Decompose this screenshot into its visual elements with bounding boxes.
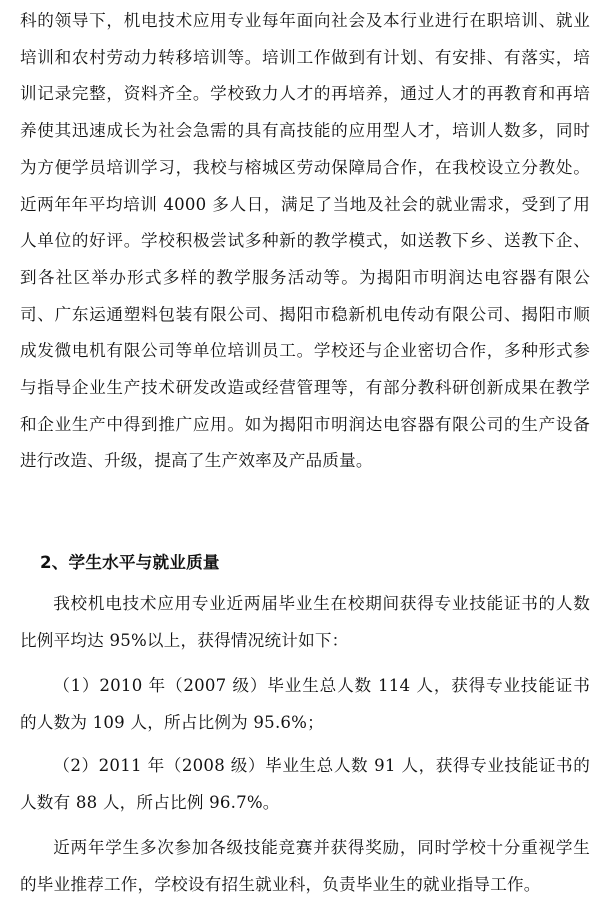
paragraph-competitions-employment: 近两年学生多次参加各级技能竞赛并获得奖励，同时学校十分重视学生的毕业推荐工作，学校设有招生就业科，负责毕业生的就业指导工作。 <box>20 838 590 894</box>
paragraph-2010-statistics: （1）2010 年（2007 级）毕业生总人数 114 人，获得专业技能证书的人数为 109 人，所占比例为 95.6%； <box>20 676 590 732</box>
paragraph-training-services: 科的领导下，机电技术应用专业每年面向社会及本行业进行在职培训、就业培训和农村劳动力转移培训等。培训工作做到有计划、有安排、有落实，培训记录完整，资料齐全。学校致力人才的再培养，通过人才的再教育和再培养使其迅速成长为社会急需的具有高技能的应用型人才，培训人数多，同时为方便学员培训学习，我校与榕城区劳动保障局合作，在我校设立分教处。近两年年平均培训 4000 多人日，满足了当地及社会的就业需求，受到了用人单位的好评。学校积极尝试多种新的教学模式，如送教下乡、送教下企、到各社区举办形式多样的教学服务活动等。为揭阳市明润达电容器有限公司、广东运通塑料包装有限公司、揭阳市稳新机电传动有限公司、揭阳市顺成发微电机有限公司等单位培训员工。学校还与企业密切合作，多种形式参与指导企业生产技术研发改造或经营管理等，有部分教科研创新成果在教学和企业生产中得到推广应用。如为揭阳市明润达电容器有限公司的生产设备进行改造、升级，提高了生产效率及产品质量。 <box>20 11 590 471</box>
section-heading-student-level: 2、学生水平与就业质量 <box>40 553 220 572</box>
paragraph-certificate-ratio: 我校机电技术应用专业近两届毕业生在校期间获得专业技能证书的人数比例平均达 95%以上，获得情况统计如下： <box>20 594 590 650</box>
paragraph-2011-statistics: （2）2011 年（2008 级）毕业生总人数 91 人，获得专业技能证书的人数有 88 人，所占比例 96.7%。 <box>20 756 590 812</box>
